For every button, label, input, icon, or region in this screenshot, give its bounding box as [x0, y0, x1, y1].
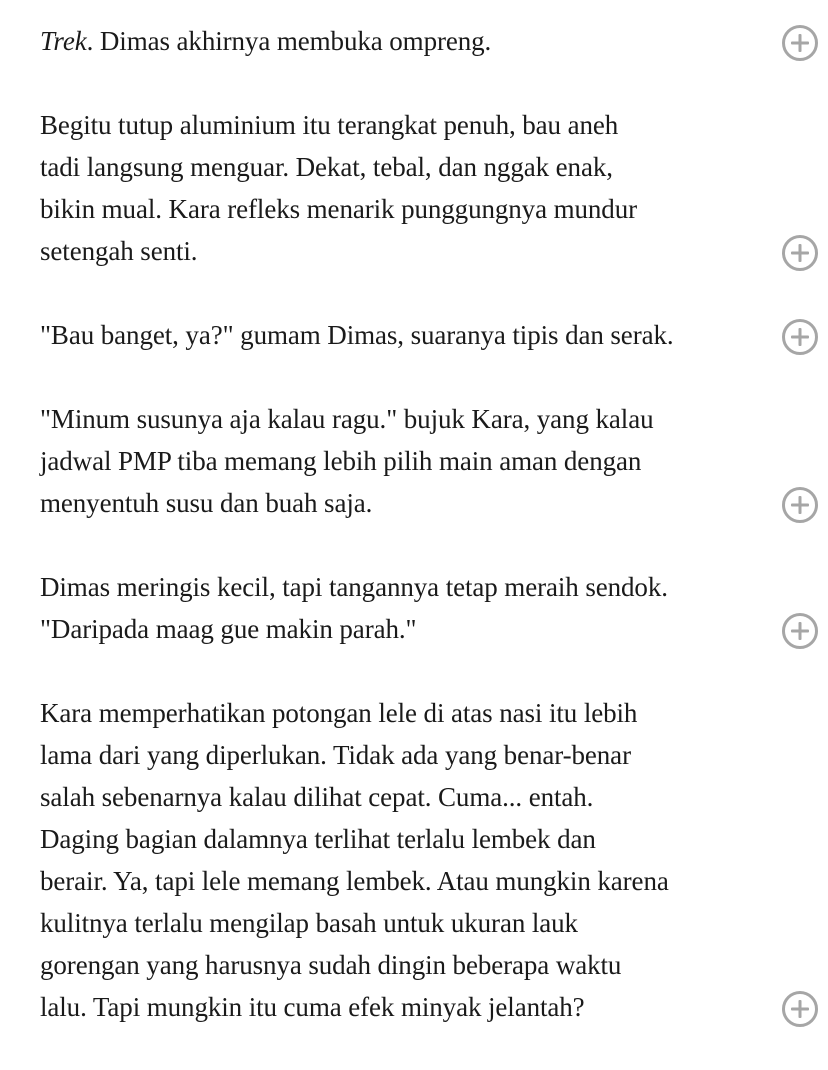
paragraph-line: Daging bagian dalamnya terlihat terlalu lembek dan [40, 824, 596, 854]
paragraph-4 [40, 398, 780, 524]
paragraph-line: Dimas meringis kecil, tapi tangannya tetap meraih sendok. [40, 572, 668, 602]
emphasis-text: Trek [40, 26, 87, 56]
add-comment-button[interactable] [782, 235, 818, 271]
paragraph-line: Trek. Dimas akhirnya membuka ompreng. [40, 26, 492, 56]
paragraph-6 [40, 692, 780, 1028]
paragraph-line: salah sebenarnya kalau dilihat cepat. Cuma... entah. [40, 782, 594, 812]
paragraph-5 [40, 566, 780, 650]
paragraph-line: "Minum susunya aja kalau ragu." bujuk Kara, yang kalau [40, 404, 654, 434]
story-text [40, 20, 780, 1070]
paragraph-line: setengah senti. [40, 236, 198, 266]
paragraph-line: "Daripada maag gue makin parah." [40, 614, 417, 644]
paragraph-line: "Bau banget, ya?" gumam Dimas, suaranya tipis dan serak. [40, 320, 674, 350]
paragraph-1 [40, 20, 780, 62]
add-comment-button[interactable] [782, 991, 818, 1027]
paragraph-line: Begitu tutup aluminium itu terangkat penuh, bau aneh [40, 110, 619, 140]
add-comment-button[interactable] [782, 613, 818, 649]
paragraph-line: berair. Ya, tapi lele memang lembek. Atau mungkin karena [40, 866, 669, 896]
paragraph-line: jadwal PMP tiba memang lebih pilih main aman dengan [40, 446, 642, 476]
paragraph-line: tadi langsung menguar. Dekat, tebal, dan nggak enak, [40, 152, 613, 182]
paragraph-line: menyentuh susu dan buah saja. [40, 488, 373, 518]
paragraph-line: gorengan yang harusnya sudah dingin beberapa waktu [40, 950, 622, 980]
paragraph-line: bikin mual. Kara refleks menarik punggungnya mundur [40, 194, 637, 224]
paragraph-2 [40, 104, 780, 272]
paragraph-line: Kara memperhatikan potongan lele di atas nasi itu lebih [40, 698, 638, 728]
add-comment-button[interactable] [782, 487, 818, 523]
add-comment-button[interactable] [782, 319, 818, 355]
paragraph-line: lalu. Tapi mungkin itu cuma efek minyak jelantah? [40, 992, 585, 1022]
add-comment-button[interactable] [782, 25, 818, 61]
paragraph-3 [40, 314, 780, 356]
paragraph-line: lama dari yang diperlukan. Tidak ada yang benar-benar [40, 740, 631, 770]
paragraph-line: kulitnya terlalu mengilap basah untuk ukuran lauk [40, 908, 578, 938]
